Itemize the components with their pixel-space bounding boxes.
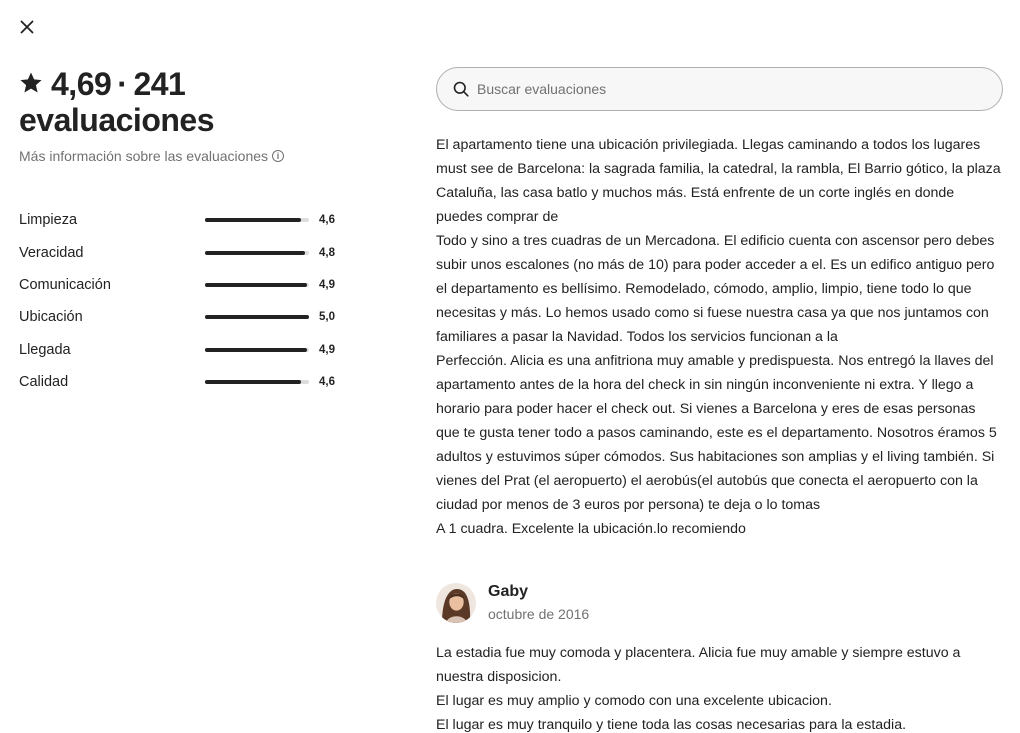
category-row-calidad bbox=[19, 366, 349, 398]
close-button[interactable] bbox=[14, 14, 40, 40]
review-text: El apartamento tiene una ubicación privilegiada. Llegas caminando a todos los lugares must see de Barcelona: la sagrada familia, la catedral, la rambla, El Barrio gótico, la plaza Cataluña, las casa batlo y muchos más. Está enfrente de un corte inglés en donde puedes comprar de Todo y sino a tres cuadras de un Mercadona. El edificio cuenta con ascensor pero debes subir unos escalones (no más de 10) para poder acceder a el. Es un edifico antiguo pero el departamento es bellísimo. Remodelado, cómodo, amplio, limpio, tiene todo lo que necesitas y más. Lo hemos usado como si fuese nuestra casa ya que nos juntamos con familiares a pasar la Navidad. Todos los servicios funcionan a la Perfección. Alicia es una anfitriona muy amable y predispuesta. Nos entregó la llaves del apartamento antes de la hora del check in sin ningún inconveniente ni extra. Y llego a horario para poder hacer el check out. Si vienes a Barcelona y eres de esas personas que te gusta tener todo a pasos caminando, este es el departamento. Nosotros éramos 5 adultos y estuvimos súper cómodos. Sus habitaciones son amplias y el living también. Si vienes del Prat (el aeropuerto) el aerobús(el autobús que conecta el aeropuerto con la ciudad por menos de 3 euros por persona) te deja o lo tomas A 1 cuadra. Excelente la ubicación.lo recomiendo bbox=[436, 137, 1001, 537]
category-row-ubicacion bbox=[19, 301, 349, 333]
category-value: 4,9 bbox=[319, 278, 335, 291]
category-bar bbox=[205, 251, 309, 255]
reviews-label: evaluaciones bbox=[19, 102, 214, 138]
category-bar bbox=[205, 315, 309, 319]
category-label: Limpieza bbox=[19, 212, 78, 229]
category-bar bbox=[205, 380, 309, 384]
close-icon bbox=[20, 20, 34, 34]
search-bar[interactable] bbox=[436, 67, 1003, 111]
search-input[interactable] bbox=[477, 81, 977, 97]
avatar-image bbox=[436, 583, 476, 623]
category-row-llegada bbox=[19, 334, 349, 366]
category-value: 4,6 bbox=[319, 214, 335, 227]
more-info-link[interactable] bbox=[19, 148, 349, 164]
rating-separator: · bbox=[117, 66, 128, 102]
category-bar-fill bbox=[205, 315, 309, 319]
review-item bbox=[436, 133, 1003, 541]
category-bar bbox=[205, 283, 309, 287]
category-value: 5,0 bbox=[319, 311, 335, 324]
reviewer-header bbox=[436, 579, 1003, 627]
category-row-comunicacion bbox=[19, 269, 349, 301]
category-bar-fill bbox=[205, 218, 301, 222]
category-bar bbox=[205, 348, 309, 352]
category-label: Comunicación bbox=[19, 276, 111, 293]
reviewer-name: Gaby bbox=[488, 583, 529, 600]
rating-title bbox=[19, 66, 349, 138]
reviewer-info bbox=[488, 582, 589, 624]
category-bar-fill bbox=[205, 380, 301, 384]
category-row-limpieza bbox=[19, 204, 349, 236]
category-label: Veracidad bbox=[19, 244, 84, 261]
more-info-text: Más información sobre las evaluaciones bbox=[19, 148, 269, 164]
reviews-panel bbox=[436, 67, 1003, 733]
category-label: Calidad bbox=[19, 374, 69, 391]
category-ratings bbox=[19, 204, 349, 398]
category-value: 4,9 bbox=[319, 343, 335, 356]
rating-summary bbox=[19, 66, 349, 398]
category-bar-fill bbox=[205, 348, 307, 352]
category-bar-fill bbox=[205, 283, 307, 287]
category-bar-fill bbox=[205, 251, 305, 255]
star-icon bbox=[19, 71, 43, 95]
avatar[interactable] bbox=[436, 583, 476, 623]
search-icon bbox=[453, 81, 469, 97]
category-bar bbox=[205, 218, 309, 222]
category-label: Llegada bbox=[19, 341, 71, 358]
review-text: La estadia fue muy comoda y placentera. Alicia fue muy amable y siempre estuvo a nuestra disposicion. El lugar es muy amplio y comodo con una excelente ubicacion. El lugar es muy tranquilo y tiene toda las cosas necesarias para la estadia. bbox=[436, 645, 961, 733]
category-value: 4,8 bbox=[319, 246, 335, 259]
info-icon: i bbox=[272, 150, 284, 162]
review-count: 241 bbox=[133, 66, 186, 102]
review-date: octubre de 2016 bbox=[488, 606, 590, 622]
overall-rating: 4,69 bbox=[51, 66, 112, 102]
review-item bbox=[436, 579, 1003, 733]
category-label: Ubicación bbox=[19, 309, 83, 326]
category-row-veracidad bbox=[19, 236, 349, 268]
category-value: 4,6 bbox=[319, 376, 335, 389]
